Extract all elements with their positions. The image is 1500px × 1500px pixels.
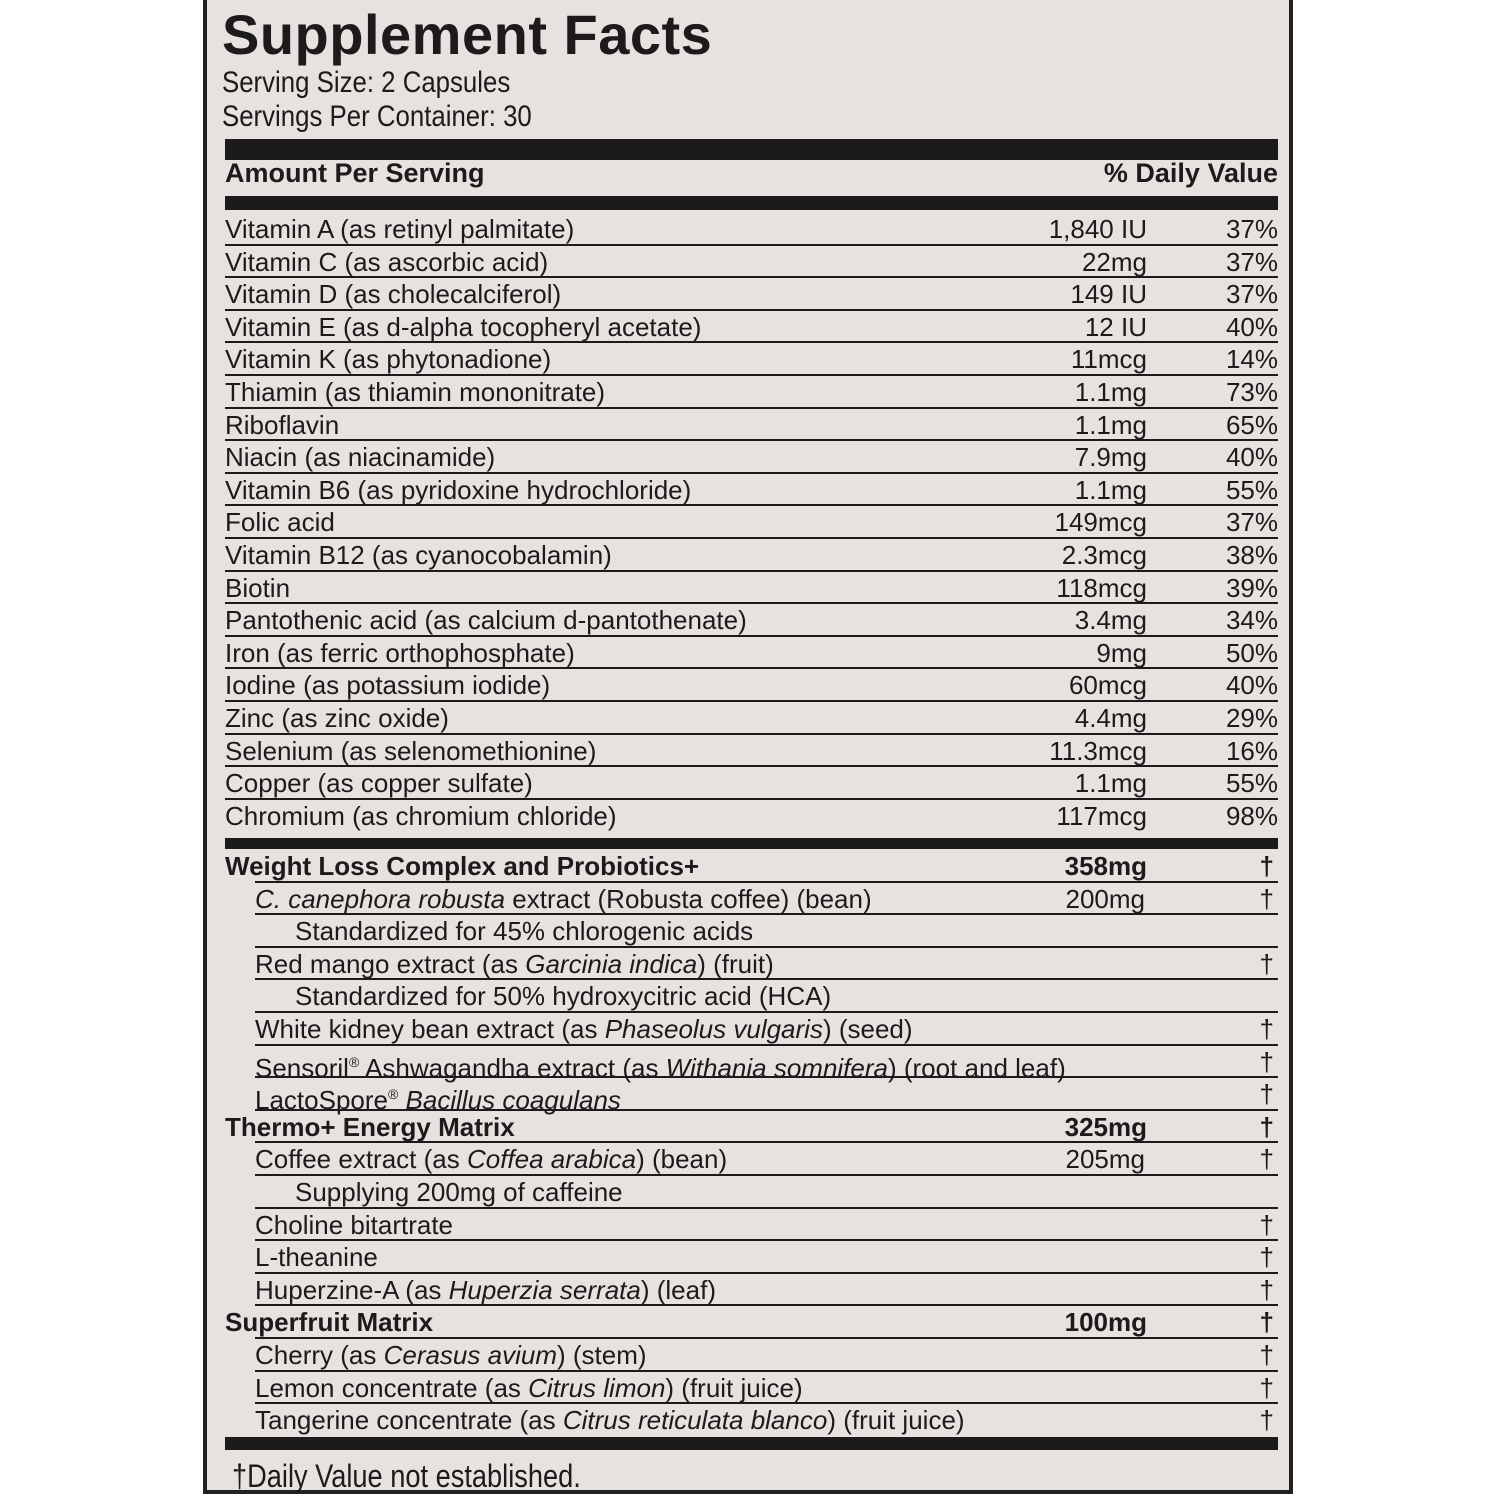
nutrient-row — [225, 409, 1278, 442]
thick-divider — [225, 838, 1278, 849]
nutrient-name: Chromium (as chromium chloride) — [225, 800, 617, 831]
footnote: †Daily Value not established. — [232, 1458, 581, 1494]
name-text: ) (bean) — [636, 1144, 728, 1175]
ingredient-amount: 325mg — [1064, 1111, 1147, 1142]
scientific-name: Bacillus coagulans — [405, 1085, 621, 1116]
blend-row — [255, 1404, 1278, 1437]
name-text: Sensoril — [255, 1052, 349, 1083]
blend-row — [255, 1046, 1278, 1083]
name-text: LactoSpore — [255, 1085, 388, 1116]
thick-divider — [225, 196, 1278, 210]
nutrient-row — [225, 767, 1278, 800]
ingredient-name — [255, 1209, 453, 1241]
nutrient-amount: 118mcg — [1056, 572, 1147, 603]
nutrient-daily-value: 34% — [1225, 605, 1278, 636]
nutrient-name: Folic acid — [225, 507, 335, 538]
ingredient-name — [295, 915, 753, 947]
ingredient-name — [225, 1111, 515, 1143]
nutrient-amount: 149mcg — [1054, 507, 1147, 538]
nutrient-row — [225, 800, 1278, 833]
blend-row — [255, 1176, 1278, 1209]
nutrient-daily-value: 29% — [1225, 703, 1278, 733]
nutrient-row — [225, 441, 1278, 474]
dagger-mark: † — [1259, 1307, 1274, 1338]
scientific-name: Garcinia indica — [525, 948, 698, 979]
nutrient-name: Riboflavin — [225, 409, 340, 440]
nutrient-name: Zinc (as zinc oxide) — [225, 703, 449, 733]
name-text: ) (fruit juice) — [827, 1405, 965, 1436]
nutrient-row — [225, 474, 1278, 507]
ingredient-name — [255, 1143, 727, 1175]
ingredient-name — [255, 948, 774, 980]
name-text: Choline bitartrate — [255, 1209, 453, 1240]
nutrient-name: Biotin — [225, 572, 291, 603]
dagger-mark: † — [1259, 883, 1274, 914]
name-text: Supplying 200mg of caffeine — [295, 1177, 623, 1207]
blend-row — [255, 1241, 1278, 1274]
nutrient-name: Vitamin D (as cholecalciferol) — [225, 279, 562, 310]
nutrient-daily-value: 55% — [1225, 474, 1278, 505]
nutrient-name: Iodine (as potassium iodide) — [225, 670, 551, 701]
blend-row — [255, 1013, 1278, 1046]
ingredient-amount: 200mg — [1065, 883, 1145, 914]
nutrient-daily-value: 55% — [1225, 768, 1278, 799]
ingredient-name — [295, 1176, 623, 1208]
blend-row — [255, 915, 1278, 948]
name-text: Tangerine concentrate (as — [255, 1405, 563, 1436]
nutrient-daily-value: 65% — [1225, 409, 1278, 440]
nutrient-row — [225, 539, 1278, 572]
nutrient-row — [225, 246, 1278, 279]
dagger-mark: † — [1259, 1372, 1274, 1403]
nutrient-amount: 1.1mg — [1074, 409, 1147, 440]
name-text: Cherry (as — [255, 1340, 384, 1370]
nutrient-amount: 1.1mg — [1074, 768, 1147, 799]
scientific-name: Citrus limon — [528, 1372, 666, 1403]
amount-per-serving-header: Amount Per Serving — [225, 158, 485, 188]
nutrient-amount: 1.1mg — [1074, 474, 1147, 505]
nutrient-amount: 117mcg — [1056, 800, 1147, 831]
nutrient-row — [225, 572, 1278, 605]
serving-size: Serving Size: 2 Capsules — [222, 66, 511, 99]
ingredient-name — [225, 850, 699, 882]
nutrient-name: Copper (as copper sulfate) — [225, 768, 533, 799]
nutrient-amount: 4.4mg — [1074, 703, 1147, 733]
nutrient-amount: 22mg — [1081, 246, 1147, 277]
ingredient-name — [295, 980, 831, 1012]
blend-row — [255, 1078, 1278, 1116]
name-text: ) (stem) — [556, 1340, 647, 1370]
nutrient-row — [225, 506, 1278, 539]
scientific-name: Withania somnifera — [665, 1052, 888, 1083]
name-text: Lemon concentrate (as — [255, 1372, 529, 1403]
nutrient-amount: 7.9mg — [1074, 442, 1147, 473]
blend-row — [255, 1372, 1278, 1405]
name-text: extract (Robusta coffee) (bean) — [505, 883, 872, 914]
dagger-mark: † — [1259, 851, 1274, 881]
ingredient-amount: 205mg — [1065, 1144, 1145, 1175]
registered-mark: ® — [387, 1086, 399, 1103]
name-text: L-theanine — [255, 1242, 378, 1273]
name-text: Red mango extract (as — [255, 948, 526, 979]
nutrient-daily-value: 37% — [1225, 214, 1278, 244]
nutrient-name: Vitamin A (as retinyl palmitate) — [225, 214, 575, 244]
name-text: Huperzine-A (as — [255, 1274, 449, 1305]
nutrient-daily-value: 98% — [1225, 800, 1278, 831]
ingredient-name — [255, 883, 872, 915]
nutrient-name: Vitamin E (as d-alpha tocopheryl acetate) — [225, 311, 702, 342]
nutrient-daily-value: 37% — [1225, 246, 1278, 277]
nutrient-daily-value: 73% — [1225, 377, 1278, 407]
ingredient-name — [225, 1306, 433, 1338]
nutrient-name: Selenium (as selenomethionine) — [225, 735, 597, 766]
nutrient-amount: 9mg — [1096, 637, 1147, 668]
dagger-mark: † — [1259, 1340, 1274, 1370]
name-text: ) (seed) — [822, 1014, 913, 1044]
scientific-name: Phaseolus vulgaris — [604, 1014, 823, 1044]
ingredient-name — [255, 1404, 965, 1436]
nutrient-daily-value: 37% — [1225, 279, 1278, 310]
nutrient-daily-value: 40% — [1225, 442, 1278, 473]
ingredient-name — [255, 1274, 716, 1306]
dagger-mark: † — [1259, 1209, 1274, 1240]
scientific-name: Citrus reticulata blanco — [562, 1405, 828, 1436]
nutrient-name: Vitamin B12 (as cyanocobalamin) — [225, 540, 612, 570]
scientific-name: Cerasus avium — [383, 1340, 557, 1370]
name-text: Coffee extract (as — [255, 1144, 467, 1175]
nutrient-amount: 149 IU — [1070, 279, 1147, 310]
nutrient-row — [225, 669, 1278, 702]
nutrient-row — [225, 702, 1278, 735]
dagger-mark: † — [1259, 1111, 1274, 1142]
blend-row — [255, 948, 1278, 981]
nutrient-amount: 11mcg — [1070, 344, 1147, 375]
registered-mark: ® — [348, 1053, 360, 1070]
nutrient-row — [225, 604, 1278, 637]
blend-row — [255, 1274, 1278, 1307]
nutrient-row — [225, 311, 1278, 344]
nutrient-row — [225, 735, 1278, 768]
nutrient-name: Vitamin B6 (as pyridoxine hydrochloride) — [225, 474, 692, 505]
blend-row — [255, 980, 1278, 1013]
blend-row — [255, 1209, 1278, 1242]
dagger-mark: † — [1259, 1274, 1274, 1305]
nutrient-amount: 1.1mg — [1074, 377, 1147, 407]
nutrient-name: Vitamin K (as phytonadione) — [225, 344, 552, 375]
nutrient-row — [225, 637, 1278, 670]
scientific-name: Huperzia serrata — [448, 1274, 641, 1305]
blend-row — [255, 1143, 1278, 1176]
thick-divider — [225, 139, 1278, 160]
name-text: ) (fruit) — [697, 948, 774, 979]
nutrient-amount: 60mcg — [1068, 670, 1147, 701]
nutrient-name: Niacin (as niacinamide) — [225, 442, 496, 473]
ingredient-amount: 358mg — [1064, 851, 1147, 881]
daily-value-header: % Daily Value — [1103, 158, 1278, 188]
nutrient-daily-value: 50% — [1225, 637, 1278, 668]
name-text: ) (leaf) — [640, 1274, 716, 1305]
name-text: Superfruit Matrix — [225, 1307, 434, 1338]
blend-row — [225, 1306, 1278, 1339]
servings-per-container: Servings Per Container: 30 — [222, 100, 532, 133]
ingredient-name — [255, 1013, 913, 1045]
thick-divider — [225, 1437, 1278, 1450]
blend-row — [225, 1111, 1278, 1144]
nutrient-amount: 2.3mcg — [1061, 540, 1147, 570]
nutrient-name: Pantothenic acid (as calcium d-pantothenate) — [225, 605, 747, 636]
nutrient-row — [225, 213, 1278, 246]
scientific-name: Coffea arabica — [466, 1144, 637, 1175]
dagger-mark: † — [1259, 948, 1274, 979]
nutrient-daily-value: 38% — [1225, 540, 1278, 570]
name-text: ) (root and leaf) — [887, 1052, 1066, 1083]
nutrient-row — [225, 278, 1278, 311]
scientific-name: C. canephora robusta — [255, 883, 506, 914]
nutrient-row — [225, 376, 1278, 409]
name-text: White kidney bean extract (as — [255, 1014, 605, 1044]
dagger-mark: † — [1259, 1079, 1274, 1110]
name-text: ) (fruit juice) — [665, 1372, 803, 1403]
dagger-mark: † — [1259, 1242, 1274, 1273]
dagger-mark: † — [1259, 1144, 1274, 1175]
name-text: Standardized for 45% chlorogenic acids — [295, 916, 754, 947]
name-text: Ashwagandha extract (as — [359, 1052, 666, 1083]
nutrient-name: Thiamin (as thiamin mononitrate) — [225, 377, 606, 407]
nutrient-amount: 12 IU — [1084, 311, 1147, 342]
dagger-mark: † — [1259, 1405, 1274, 1436]
nutrient-amount: 3.4mg — [1074, 605, 1147, 636]
ingredient-amount: 100mg — [1064, 1307, 1147, 1338]
nutrient-amount: 11.3mcg — [1049, 735, 1147, 766]
blend-row — [225, 850, 1278, 883]
name-text: Standardized for 50% hydroxycitric acid (HCA) — [295, 981, 832, 1012]
nutrient-daily-value: 37% — [1225, 507, 1278, 538]
nutrient-name: Vitamin C (as ascorbic acid) — [225, 246, 549, 277]
nutrient-daily-value: 40% — [1225, 670, 1278, 701]
name-text: Weight Loss Complex and Probiotics+ — [225, 851, 700, 881]
dagger-mark: † — [1259, 1014, 1274, 1044]
ingredient-name — [255, 1241, 378, 1273]
nutrient-daily-value: 16% — [1225, 735, 1278, 766]
dagger-mark: † — [1259, 1046, 1274, 1077]
blend-row — [255, 883, 1278, 916]
nutrient-name: Iron (as ferric orthophosphate) — [225, 637, 575, 668]
panel-title: Supplement Facts — [222, 3, 713, 66]
nutrient-row — [225, 343, 1278, 376]
nutrient-daily-value: 40% — [1225, 311, 1278, 342]
ingredient-name — [255, 1339, 647, 1371]
nutrient-daily-value: 14% — [1225, 344, 1278, 375]
nutrient-amount: 1,840 IU — [1048, 214, 1147, 244]
name-text: Thermo+ Energy Matrix — [225, 1111, 515, 1142]
blend-row — [255, 1339, 1278, 1372]
nutrient-daily-value: 39% — [1225, 572, 1278, 603]
ingredient-name — [255, 1372, 803, 1404]
